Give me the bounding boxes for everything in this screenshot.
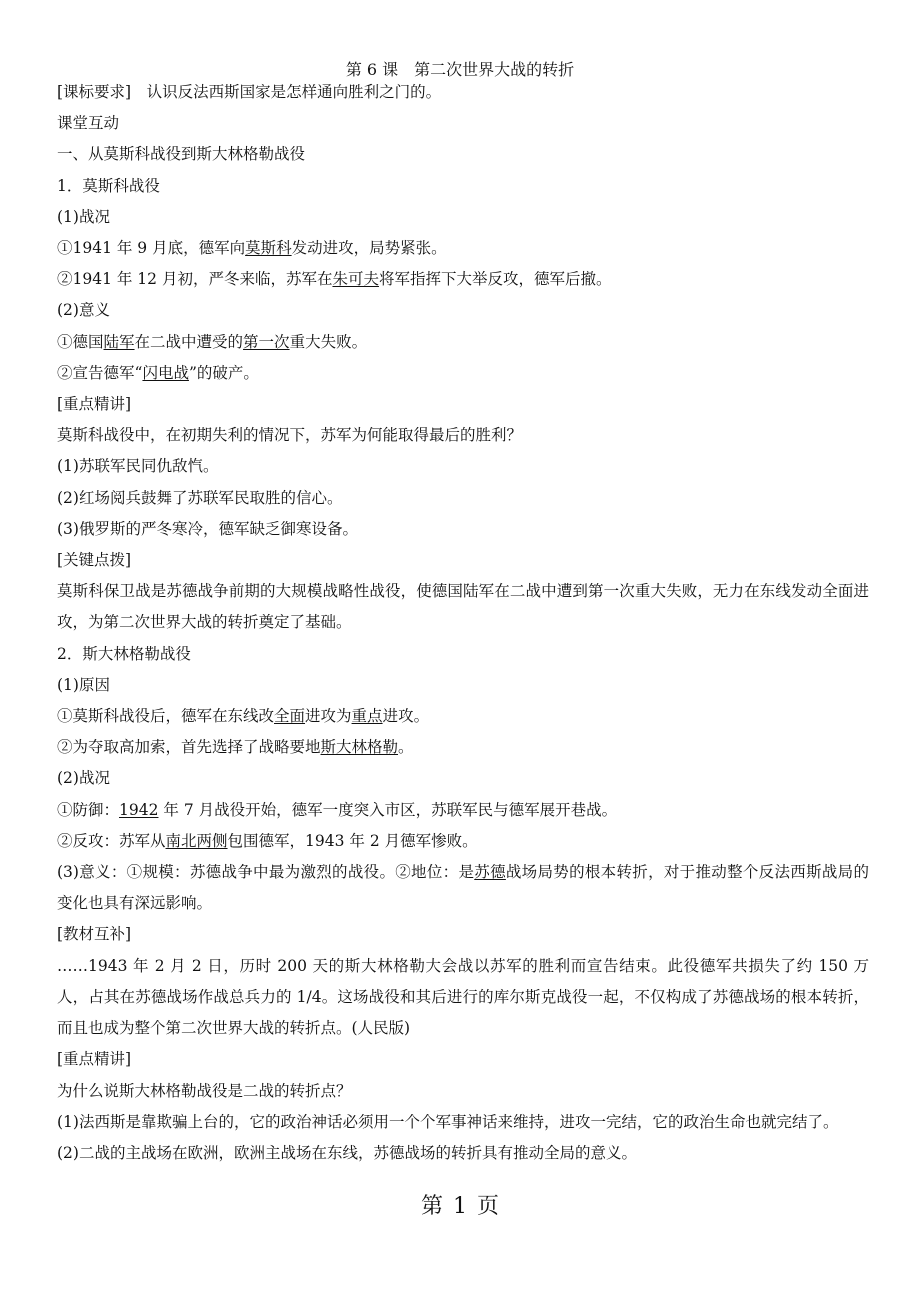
stalingrad-heading: 2．斯大林格勒战役 bbox=[57, 644, 191, 663]
underlined-answer: 闪电战 bbox=[142, 363, 189, 382]
text-run: ①莫斯科战役后，德军在东线改 bbox=[57, 707, 275, 726]
underlined-answer: 苏德 bbox=[474, 863, 506, 882]
moscow-focus-answer: (3)俄罗斯的严冬寒冷，德军缺乏御寒设备。 bbox=[57, 519, 358, 538]
stalingrad-focus-answer: (2)二战的主战场在欧洲，欧洲主战场在东线，苏德战场的转折具有推动全局的意义。 bbox=[57, 1143, 637, 1162]
underlined-answer: 莫斯科 bbox=[245, 239, 292, 258]
text-run: ①防御： bbox=[57, 800, 120, 819]
lesson-content bbox=[57, 77, 869, 1169]
stalingrad-focus-question: 为什么说斯大林格勒战役是二战的转折点？ bbox=[57, 1081, 352, 1100]
underlined-answer: 1942 bbox=[119, 800, 159, 819]
text-run: 将军指挥下大举反攻，德军后撤。 bbox=[378, 270, 612, 289]
requirement-text: 认识反法西斯国家是怎样通向胜利之门的。 bbox=[146, 83, 442, 101]
text-run: 进攻。 bbox=[382, 707, 430, 726]
text-run: 年 7 月战役开始，德军一度突入市区，苏联军民与德军展开巷战。 bbox=[158, 800, 618, 819]
moscow-situation-2 bbox=[57, 264, 869, 295]
stalingrad-supplement-tag: [教材互补] bbox=[57, 925, 132, 944]
text-run: ②宣告德军“ bbox=[57, 363, 143, 382]
stalingrad-focus-answer: (1)法西斯是靠欺骗上台的，它的政治神话必须用一个个军事神话来维持，进攻一完结，它的政治生命也就完结了。 bbox=[57, 1112, 839, 1131]
moscow-key-tag: [关键点拨] bbox=[57, 551, 132, 570]
text-run: 在二战中遭受的 bbox=[134, 332, 244, 351]
part1-heading: 一、从莫斯科战役到斯大林格勒战役 bbox=[57, 145, 306, 164]
text-run: 进攻为 bbox=[305, 707, 352, 726]
text-run: 发动进攻，局势紧张。 bbox=[291, 239, 447, 258]
stalingrad-cause-2 bbox=[57, 732, 869, 763]
section-classroom: 课堂互动 bbox=[57, 114, 120, 133]
stalingrad-situation-heading: (2)战况 bbox=[57, 769, 110, 788]
text-run: ②1941 年 12 月初，严冬来临，苏军在 bbox=[57, 270, 333, 289]
page-number-value: 1 bbox=[453, 1194, 467, 1219]
underlined-answer: 陆军 bbox=[103, 332, 135, 351]
text-run: ②为夺取高加索，首先选择了战略要地 bbox=[57, 738, 321, 757]
requirement-tag: [课标要求] bbox=[57, 83, 132, 101]
text-run: 。 bbox=[398, 738, 414, 757]
moscow-focus-question: 莫斯科战役中，在初期失利的情况下，苏军为何能取得最后的胜利？ bbox=[57, 426, 523, 445]
moscow-heading: 1．莫斯科战役 bbox=[57, 176, 160, 195]
page-number bbox=[0, 1192, 920, 1222]
moscow-significance-1 bbox=[57, 327, 869, 358]
moscow-significance-heading: (2)意义 bbox=[57, 301, 110, 320]
lesson-title: 第 6 课 第二次世界大战的转折 bbox=[345, 60, 575, 79]
page-suffix: 页 bbox=[477, 1194, 500, 1219]
moscow-focus-tag: [重点精讲] bbox=[57, 395, 132, 414]
moscow-situation-1 bbox=[57, 233, 869, 264]
text-run: ②反攻：苏军从 bbox=[57, 831, 166, 850]
text-run: 重大失败。 bbox=[289, 332, 368, 351]
underlined-answer: 全面 bbox=[274, 707, 306, 726]
stalingrad-significance bbox=[57, 857, 869, 919]
underlined-answer: 重点 bbox=[351, 707, 383, 726]
underlined-answer: 南北两侧 bbox=[165, 831, 228, 850]
curriculum-requirement bbox=[57, 77, 869, 108]
text-run: ①1941 年 9 月底，德军向 bbox=[57, 239, 246, 258]
underlined-answer: 第一次 bbox=[243, 332, 290, 351]
stalingrad-focus-tag: [重点精讲] bbox=[57, 1050, 132, 1069]
stalingrad-cause-1 bbox=[57, 701, 869, 732]
underlined-answer: 斯大林格勒 bbox=[320, 738, 399, 757]
stalingrad-cause-heading: (1)原因 bbox=[57, 675, 110, 694]
text-run: 包围德军，1943 年 2 月德军惨败。 bbox=[227, 831, 478, 850]
stalingrad-supplement-text: ……1943 年 2 月 2 日，历时 200 天的斯大林格勒大会战以苏军的胜利而宣告结束。此役德军共损失了约 150 万人，占其在苏德战场作战总兵力的 1/4。这场战役和其后进行的库尔斯克战役一起，不仅构成了苏德战场的根本转折，而且也成为整个第二次世界大战的转折点。(人民版) bbox=[57, 956, 869, 1038]
page-prefix: 第 bbox=[420, 1194, 443, 1219]
text-run: (3)意义：①规模：苏德战争中最为激烈的战役。②地位：是 bbox=[57, 863, 475, 882]
text-run: ”的破产。 bbox=[188, 363, 259, 382]
moscow-focus-answer: (1)苏联军民同仇敌忾。 bbox=[57, 457, 219, 476]
text-run: 战场局势的根本转折，对于推动整个反法西斯战局的变化也具有深远影响。 bbox=[57, 863, 869, 913]
moscow-significance-2 bbox=[57, 358, 869, 389]
stalingrad-situation-2 bbox=[57, 826, 869, 857]
stalingrad-situation-1 bbox=[57, 795, 869, 826]
moscow-key-text: 莫斯科保卫战是苏德战争前期的大规模战略性战役，使德国陆军在二战中遭到第一次重大失败，无力在东线发动全面进攻，为第二次世界大战的转折奠定了基础。 bbox=[57, 582, 869, 632]
moscow-situation-heading: (1)战况 bbox=[57, 207, 110, 226]
underlined-answer: 朱可夫 bbox=[332, 270, 379, 289]
text-run: ①德国 bbox=[57, 332, 104, 351]
moscow-focus-answer: (2)红场阅兵鼓舞了苏联军民取胜的信心。 bbox=[57, 488, 343, 507]
